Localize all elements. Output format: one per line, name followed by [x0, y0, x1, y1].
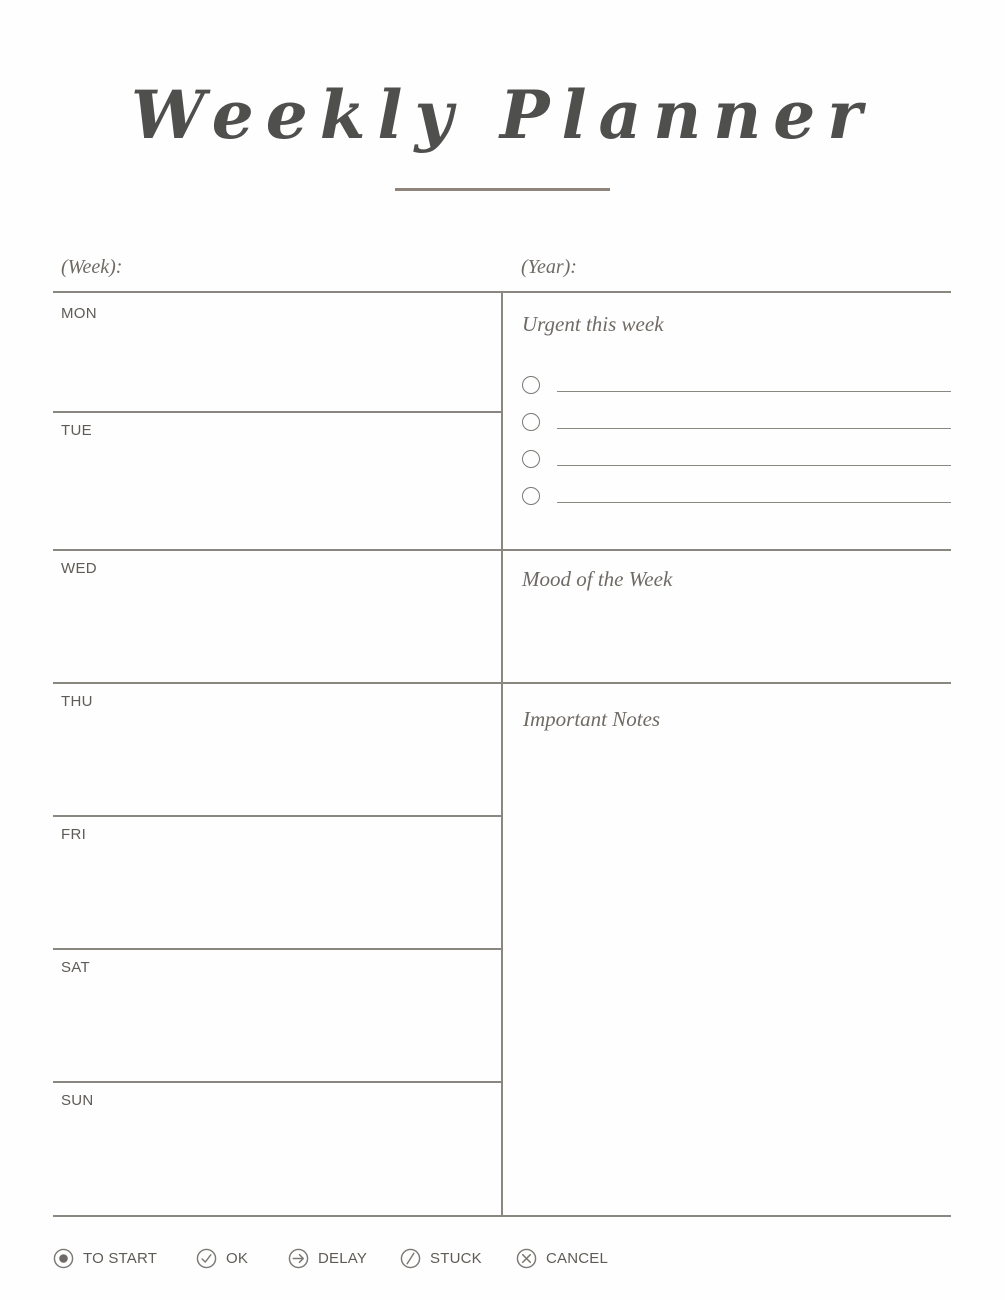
checklist-line[interactable] — [557, 428, 951, 429]
x-circle-icon — [516, 1248, 537, 1269]
checkbox-circle-icon[interactable] — [522, 413, 540, 431]
day-label-fri: FRI — [61, 826, 87, 843]
checkbox-circle-icon[interactable] — [522, 376, 540, 394]
arrow-circle-icon — [288, 1248, 309, 1269]
day-area-sun[interactable] — [53, 1083, 501, 1215]
section-divider — [502, 549, 951, 551]
legend-item-ok — [196, 1247, 248, 1269]
checkbox-circle-icon[interactable] — [522, 450, 540, 468]
title-underline — [395, 188, 610, 191]
day-label-sat: SAT — [61, 959, 90, 976]
day-area-wed[interactable] — [53, 551, 501, 682]
slash-circle-icon — [400, 1248, 421, 1269]
legend-label: STUCK — [430, 1249, 482, 1267]
day-area-thu[interactable] — [53, 684, 501, 815]
legend-item-cancel — [516, 1247, 608, 1269]
day-label-thu: THU — [61, 693, 93, 710]
day-label-mon: MON — [61, 305, 97, 322]
notes-section-title: Important Notes — [523, 707, 661, 731]
checkbox-circle-icon[interactable] — [522, 487, 540, 505]
day-area-tue[interactable] — [53, 413, 501, 549]
dot-circle-icon — [53, 1248, 74, 1269]
legend-label: TO START — [83, 1249, 158, 1267]
legend-item-stuck — [400, 1247, 482, 1269]
day-area-fri[interactable] — [53, 817, 501, 948]
checklist-line[interactable] — [557, 502, 951, 503]
checklist-line[interactable] — [557, 465, 951, 466]
legend-item-delay — [288, 1247, 367, 1269]
day-label-tue: TUE — [61, 422, 92, 439]
legend-item-to-start — [53, 1247, 157, 1269]
check-circle-icon — [196, 1248, 217, 1269]
day-area-sat[interactable] — [53, 950, 501, 1081]
week-field-label: (Week): — [61, 256, 123, 278]
notes-area[interactable] — [503, 740, 951, 1215]
section-divider — [502, 682, 951, 684]
day-label-wed: WED — [61, 560, 97, 577]
checklist-line[interactable] — [557, 391, 951, 392]
mood-area[interactable] — [503, 600, 951, 682]
mood-section-title: Mood of the Week — [522, 567, 673, 591]
day-label-sun: SUN — [61, 1092, 94, 1109]
urgent-section-title: Urgent this week — [522, 312, 664, 336]
day-area-mon[interactable] — [53, 293, 501, 411]
page-title: Weekly Planner — [130, 76, 875, 154]
year-field-label: (Year): — [521, 256, 577, 278]
legend-label: CANCEL — [546, 1249, 609, 1267]
legend-label: DELAY — [318, 1249, 368, 1267]
legend-label: OK — [226, 1249, 249, 1267]
